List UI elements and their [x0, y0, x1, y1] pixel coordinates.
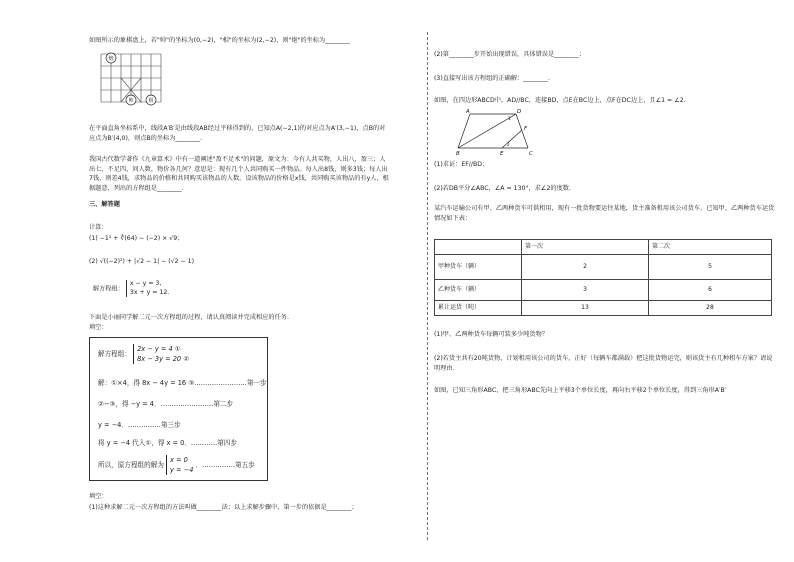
label-d: D [517, 109, 522, 115]
table-cell: 乙种货车（辆） [435, 280, 522, 301]
box-step-3: y = −4．……………第三步 [98, 421, 181, 429]
xiang-piece: 相 [148, 98, 154, 104]
table-row [435, 301, 772, 316]
angle-2-label: 2 [507, 142, 510, 147]
fill-2: (2)第________步开始出现错误，具体错误是________； [434, 51, 586, 58]
box-eq1: 2x − y = 4 ① [137, 345, 181, 353]
box-step-4: 将 y = −4 代入①，得 x = 0．…………第四步 [98, 439, 238, 447]
label-a: A [466, 109, 470, 115]
box-step-1: 解：①×4，得 8x − 4y = 16 ③……………………第一步 [98, 379, 267, 387]
chessboard-figure [99, 50, 163, 106]
table-row [435, 255, 772, 280]
solution-box [89, 337, 268, 481]
truck-table [434, 239, 772, 316]
table-cell: 5 [649, 255, 772, 280]
label-c: C [529, 151, 533, 157]
label-b: B [456, 151, 460, 157]
quad-part-2: (2)若DB平分∠ABC，∠A = 130°，求∠2的度数. [434, 185, 571, 192]
calc-2: (2) √((−2)²) + |√2 − 1| − (√2 − 1) [89, 258, 195, 265]
label-f: F [524, 126, 528, 132]
question-ancient: 我国古代数学著作《九章算术》中有一道阐述"盈不足术"的问题，原文为：今有人共买物，人出八，盈三；人出七，不足四，问人数，物价各几何？意思是：现有几个人共同购买一件物品。每人出8钱，则多3钱；每人出7钱，则差4钱，求物品的价格和共同购买该物品的人数。设该物品的价格是x钱，共同购买该物品的有y人，根据题意，列出的方程组是________. [89, 156, 389, 192]
table-header-cell: 第一次 [522, 240, 649, 255]
box-step-5-eq2: y = −4 [170, 466, 194, 475]
table-cell: 甲种货车（辆） [435, 255, 522, 280]
table-cell: 28 [649, 301, 772, 316]
question-truck: 某汽车运输公司有甲、乙两种货车可供租用，现有一批货物要运往某地，货主准备租用该公司货车，已知甲、乙两种货车运货情况如下表： [434, 205, 775, 222]
box-step-5 [98, 455, 255, 475]
process-intro: 下面是小丽同学解二元一次方程组的过程，请认真阅读并完成相应的任务. [89, 314, 289, 321]
box-system [98, 344, 189, 364]
fill-label-2: 填空： [89, 493, 108, 500]
solve-label: 解方程组： [93, 285, 124, 293]
box-eq2: 8x − 3y = 20 ② [137, 355, 190, 364]
table-cell: 累计运货（吨） [435, 301, 522, 316]
solve-system-brace [126, 280, 169, 297]
table-header-row [435, 240, 772, 255]
box-step-2: ②−③，得 −y = 4．……………………第二步 [98, 400, 234, 408]
calc-1: (1) −1² + ∛(64) − (−2) × √9； [89, 235, 184, 242]
fill-1: (1)这种求解二元一次方程组的方法叫做________法；以上求解步骤中，第一步的依据是________； [89, 504, 358, 511]
quadrilateral-figure [456, 106, 546, 158]
fill-label: 填空： [89, 324, 108, 331]
quad-part-1: (1)求证：EF//BD； [434, 161, 489, 168]
box-step-5-eq1: x = 0 [170, 456, 188, 464]
box-step-5-pre: 所以，原方程组的解为 [98, 461, 164, 470]
section-heading: 三、解答题 [89, 201, 120, 208]
table-cell: 6 [649, 280, 772, 301]
table-header-cell: 第二次 [649, 240, 772, 255]
angle-1-label: 1 [508, 116, 511, 121]
question-chess: 如图所示的象棋盘上，若"帅"的坐标为(0,−2)，"相"的坐标为(2,−2)，则"炮"的坐标为________ [89, 37, 350, 44]
box-system-brace [133, 344, 189, 364]
question-quad: 如图，在四边形ABCD中，AD//BC，连接BD，点E在BC边上，点F在DC边上，且∠1 = ∠2. [434, 97, 686, 104]
calc-title: 计算： [89, 224, 108, 231]
pao-piece: 炮 [108, 56, 114, 62]
label-e: E [500, 151, 504, 157]
table-cell: 3 [522, 280, 649, 301]
box-step-5-brace [166, 455, 193, 475]
table-row [435, 280, 772, 301]
solve-eq2: 3x + y = 12. [129, 288, 170, 296]
fill-3: (3)直接写出该方程组的正确解：________. [434, 75, 550, 82]
box-solve-label: 解方程组： [98, 350, 131, 359]
truck-part-2: (2)若货主共有20吨货物，计划租用该公司的货车，正好（每辆车都满载）把这批货物运完，则该货主有几种租车方案？请说明理由. [434, 355, 773, 372]
table-header-cell [435, 240, 522, 255]
truck-part-1: (1)甲、乙两种货车每辆可装多少吨货物？ [434, 331, 548, 338]
box-step-5-post: ．……………第五步 [195, 461, 255, 470]
table-cell: 13 [522, 301, 649, 316]
solve-eq1: x − y = 3, [129, 280, 162, 287]
column-divider [427, 32, 428, 540]
shuai-piece: 帅 [128, 98, 134, 104]
solve-system [93, 280, 389, 297]
question-translate: 在平面直角坐标系中，线段A′B′是由线段AB经过平移得到的，已知点A(−2,1)的对应点为A′(3,−1)，点B的对应点为B′(4,0)，则点B的坐标为________. [89, 125, 386, 142]
question-triangle: 如图，已知三角形ABC，把三角形ABC先向上平移3个单位长度，再向右平移2个单位长度，得到三角形A′B′ [434, 387, 727, 394]
table-cell: 2 [522, 255, 649, 280]
